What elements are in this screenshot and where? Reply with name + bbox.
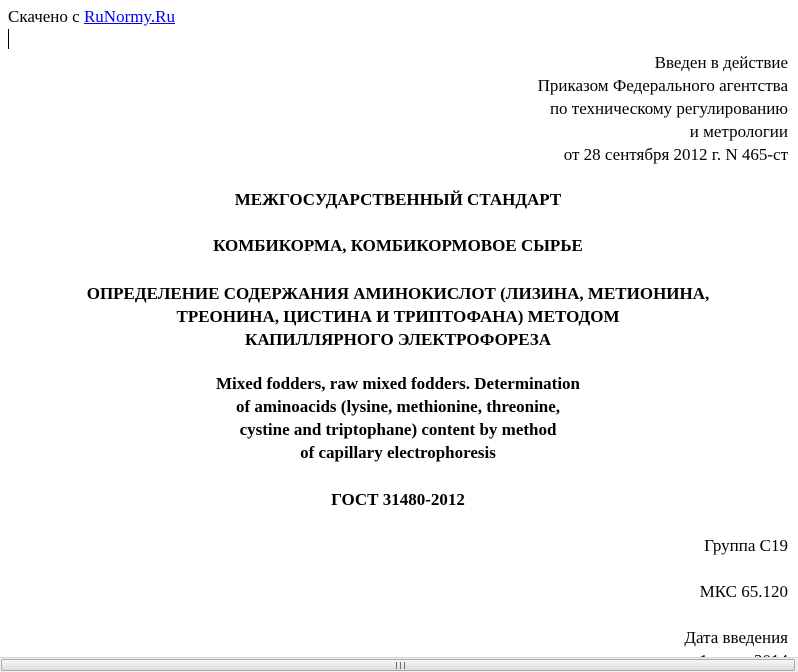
scrollbar-thumb[interactable]	[1, 659, 795, 671]
title-ru	[0, 282, 796, 351]
introduction-date-label: Дата введения	[684, 628, 788, 647]
title-ru-line: КАПИЛЛЯРНОГО ЭЛЕКТРОФОРЕЗА	[245, 330, 551, 349]
enactment-note	[538, 51, 788, 166]
standard-code	[0, 488, 796, 511]
mks-label: МКС 65.120	[699, 582, 788, 601]
title-en-line: of aminoacids (lysine, methionine, threonine,	[235, 397, 561, 416]
enactment-line: и метрологии	[689, 122, 788, 141]
subject-text: КОМБИКОРМА, КОМБИКОРМОВОЕ СЫРЬЕ	[213, 236, 583, 255]
title-en-line: of capillary electrophoresis	[300, 443, 496, 462]
enactment-line: Введен в действие	[654, 53, 788, 72]
text-caret	[8, 29, 9, 49]
standard-type-text: МЕЖГОСУДАРСТВЕННЫЙ СТАНДАРТ	[234, 190, 562, 209]
horizontal-scrollbar[interactable]	[0, 657, 798, 672]
title-en	[0, 372, 796, 464]
title-en-line: Mixed fodders, raw mixed fodders. Determination	[215, 374, 581, 393]
subject-heading	[0, 234, 796, 257]
source-link[interactable]: RuNormy.Ru	[83, 7, 175, 26]
group-label: Группа С19	[704, 536, 788, 555]
source-prefix: Скачено с	[8, 7, 80, 26]
title-ru-line: ОПРЕДЕЛЕНИЕ СОДЕРЖАНИЯ АМИНОКИСЛОТ (ЛИЗИНА, МЕТИОНИНА,	[86, 284, 710, 303]
enactment-line: по техническому регулированию	[549, 99, 788, 118]
enactment-line: Приказом Федерального агентства	[537, 76, 788, 95]
enactment-line: от 28 сентября 2012 г. N 465-ст	[563, 145, 788, 164]
grip-icon	[396, 662, 405, 669]
standard-type-heading	[0, 188, 796, 211]
title-ru-line: ТРЕОНИНА, ЦИСТИНА И ТРИПТОФАНА) МЕТОДОМ	[176, 307, 620, 326]
source-line	[8, 5, 175, 28]
standard-code-text: ГОСТ 31480-2012	[331, 490, 465, 509]
title-en-line: cystine and triptophane) content by method	[239, 420, 557, 439]
